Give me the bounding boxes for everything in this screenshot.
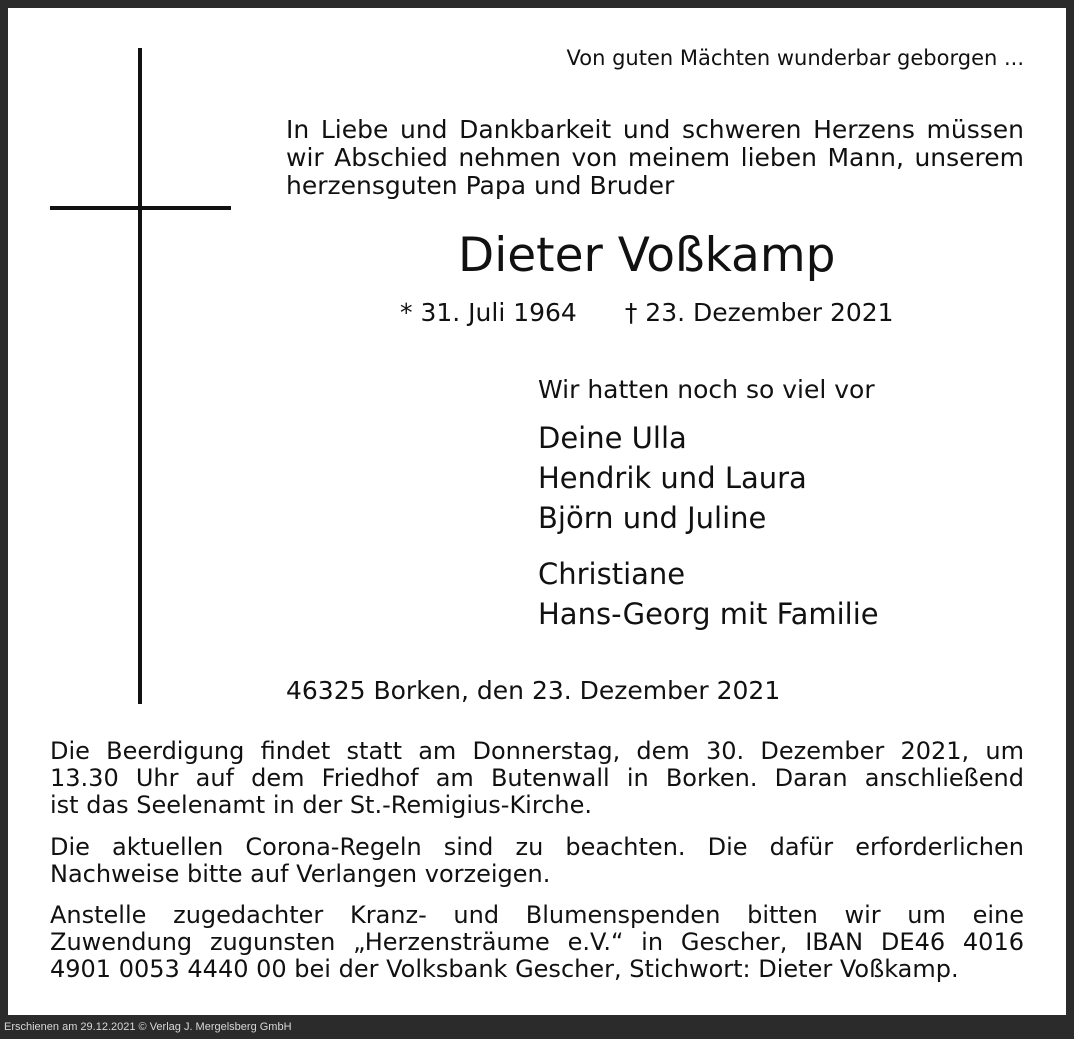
publication-footer: Erschienen am 29.12.2021 © Verlag J. Mergelsberg GmbH: [4, 1021, 292, 1033]
mourner-name: Christiane: [538, 557, 686, 591]
mourners-group-1: [538, 418, 807, 538]
mourner-name: Björn und Juline: [538, 501, 767, 535]
mourner-name: Hendrik und Laura: [538, 461, 807, 495]
corona-line: Nachweise bitte auf Verlangen vorzeigen.: [50, 860, 551, 888]
subline: Wir hatten noch so viel vor: [538, 375, 875, 404]
funeral-line: Die Beerdigung findet statt am Donnerstag, dem 30. Dezember 2021, um: [50, 737, 1024, 765]
mourner-name: Deine Ulla: [538, 421, 687, 455]
intro-line: herzensguten Papa und Bruder: [286, 171, 675, 200]
deceased-name: Dieter Voßkamp: [458, 228, 836, 283]
corona-line: Die aktuellen Corona-Regeln sind zu beachten. Die dafür erforderlichen: [50, 833, 1024, 861]
intro-text: [286, 116, 1024, 200]
corona-info: [50, 834, 1024, 888]
funeral-info: [50, 738, 1024, 819]
donation-info: [50, 902, 1024, 983]
cross-icon: [138, 48, 142, 704]
place-date: 46325 Borken, den 23. Dezember 2021: [286, 676, 781, 705]
life-dates: [400, 298, 894, 327]
donation-line: Zuwendung zugunsten „Herzensträume e.V.“ in Gescher, IBAN DE46 4016: [50, 928, 1024, 956]
mourners-group-2: [538, 554, 879, 634]
intro-line: In Liebe und Dankbarkeit und schweren Herzens müssen: [286, 115, 1024, 144]
funeral-line: 13.30 Uhr auf dem Friedhof am Butenwall in Borken. Daran anschließend: [50, 764, 1024, 792]
cross-icon-crossbar: [50, 206, 231, 210]
motto: Von guten Mächten wunderbar geborgen ...: [566, 46, 1024, 70]
obituary-notice: [8, 8, 1066, 1015]
intro-line: wir Abschied nehmen von meinem lieben Mann, unserem: [286, 143, 1024, 172]
donation-line: Anstelle zugedachter Kranz- und Blumenspenden bitten wir um eine: [50, 901, 1024, 929]
death-date: † 23. Dezember 2021: [624, 298, 894, 327]
funeral-line: ist das Seelenamt in der St.-Remigius-Kirche.: [50, 791, 592, 819]
donation-line: 4901 0053 4440 00 bei der Volksbank Gescher, Stichwort: Dieter Voßkamp.: [50, 955, 959, 983]
birth-date: * 31. Juli 1964: [400, 298, 577, 327]
mourner-name: Hans-Georg mit Familie: [538, 597, 879, 631]
